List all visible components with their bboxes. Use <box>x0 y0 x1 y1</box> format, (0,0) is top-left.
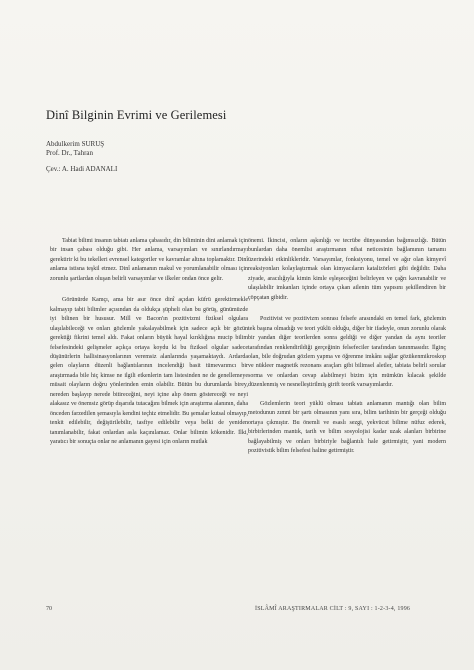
article-title: Dinî Bilginin Evrimi ve Gerilemesi <box>46 108 227 122</box>
left-column <box>50 237 248 448</box>
right-column <box>248 237 446 457</box>
paragraph: Görünürde Kamçı, ama bir asır önce dinî açıdan küfrü gerektirmekle kalmayıp tabii bilimler açısından da oldukça şüpheli olan bu görüş, günümüzde iyi bilinen bir hususur. Mill ve Bacon'ın pozitivizmi fiziksel olgulara ulaşılabileceği ve onları gözlemle yakalayabilmek için sadece açık bir gözün gerektiği fikrini temel aldı. Fakat onların büyük hayal kırıklığına mucip bilim felsefesindeki gelişmeler açıkça ortaya koydu ki bu fiziksel olgular sadece düşünürlerin hallisinasyonlarının veremsiz alanlarında yaşamaktaydı. Ardarda gelen olayların düzenli bağlantılarının incelendiği basit tümevarımcı bir araştırmada bile hiç kimse ne ilgili etkenlerin tam listesinden ne de genellemeye müsait olayların doğru yönlerinden emin olabilir. Bütün bu durumlarda birey, nereden başlayıp nerede bitireceğini, neyi içine alıp önem göstereceği ve neyi alakasız ve önemsiz görüp dışarıda tutacağını bilmek için araştırma alanının, daha önceden farzedilen şemasıyla kendini teçhiz etmelidir. Bu şemalar kutsal olmayıp, tenkit edilebilir, değiştirilebilir, tasfiye edilebilir veya belki de yeniden tanımlanabilir, fakat onlardan asla kaçınılamaz. Onlar bilimin kökenidir. İlki, yaratıcı bir sonuçta onlar ne anlamanın gayesi için onların mutlak <box>50 297 248 446</box>
author-block <box>46 140 104 158</box>
page-number: 70 <box>46 606 52 612</box>
author-affiliation: Prof. Dr., Tahran <box>46 149 94 157</box>
translator-credit: Çev.: A. Hadi ADANALI <box>46 165 118 173</box>
paragraph: Gözlemlerin teori yüklü olması tabiatı anlamanın mantığı olan bilim metodunun zımni bir şartı olmasının yanı sıra, bilim tarihinin bir gerçeği olduğu ortaya çıkmıştır. Bu önemli ve esaslı sezgi, yekvücut bilime nüfuz ederek, birbirlerinden mantık, tarih ve bilim sosyolojisi kadar uzak alanları birbirine bağlayabilmiş ve onları birbiriyle bağlantılı hale getirmiştir, yani modern pozitivistik bilim felsefesi haline getirmiştir. <box>248 400 446 455</box>
author-name: Abdulkerim SURUŞ <box>46 140 105 148</box>
paragraph: önemi. İkincisi, onların aşkınlığı ve tecrübe dünyasından bağımsızlığı. Bütün bunlardan daha önemlisi araştırmanın nihai neticesinin bağlamının tamamı üzerindeki etkinlikleridir. Varsayımlar, fonksiyonu, temel ve ağır olan kimyevî reaksiyonları kolaylaştırmak olan kimyacıların katalizörleri gibi değildir. Daha ziyade, aracılığıyla kimin kimle eşleşeceğini belirleyen ve çağrı kavranabilir ve ulaşılabilir imkanları içinde ortaya çıkan ailenin tüm yapısını şekillendiren bir çöpçatan gibidir. <box>248 238 446 301</box>
journal-citation: İSLÂMÎ ARAŞTIRMALAR CİLT : 9, SAYI : 1-2-3-4, 1996 <box>255 606 411 612</box>
paragraph: Tabiat bilimi insanın tabiatı anlama çabasıdır, din biliminin dini anlamak için bir insan çabası olduğu gibi. Her anlama, varsayımları ve sınırlandırmayı gerektirir ki bu tekelleri evrensel kategoriler ve kavramlar altına toplamaktır. Dinî anlama istisna teşkil etmez. Dinî anlamanın makul ve yorumlanabilir olması için zorunlu şartlardan oluşan belirli varsayımlar ve ilkeler ondan önce gelir. <box>50 238 248 282</box>
paragraph: Pozitivist ve pozitivizm sonrası felsefe arasındaki en temel fark, gözlemin tek başına olmadığı ve teori yüklü olduğu, diğer bir ifadeyle, onun zorunlu olarak bir yandan diğer teorilerden sonra geldiği ve diğer yandan da aynı teoriler tarafından renklendirildiği gerçeğinin felsefeciler tarafından tanınmasıdır. İlginç olan, bile doğrudan gözlem yapma ve öğrenme imkânı sağlar gözükenmikroskop ve nükleer magnetik rezonans araçları gibi bilimsel aletler, tabiata belirli sorular sorma ve onlardan cevap alabilmeyi bizim için mümkün kılacak şekilde düzenlenmiş ve nesnelleştirilmiş girift teorik varsayımlardır. <box>248 316 446 389</box>
